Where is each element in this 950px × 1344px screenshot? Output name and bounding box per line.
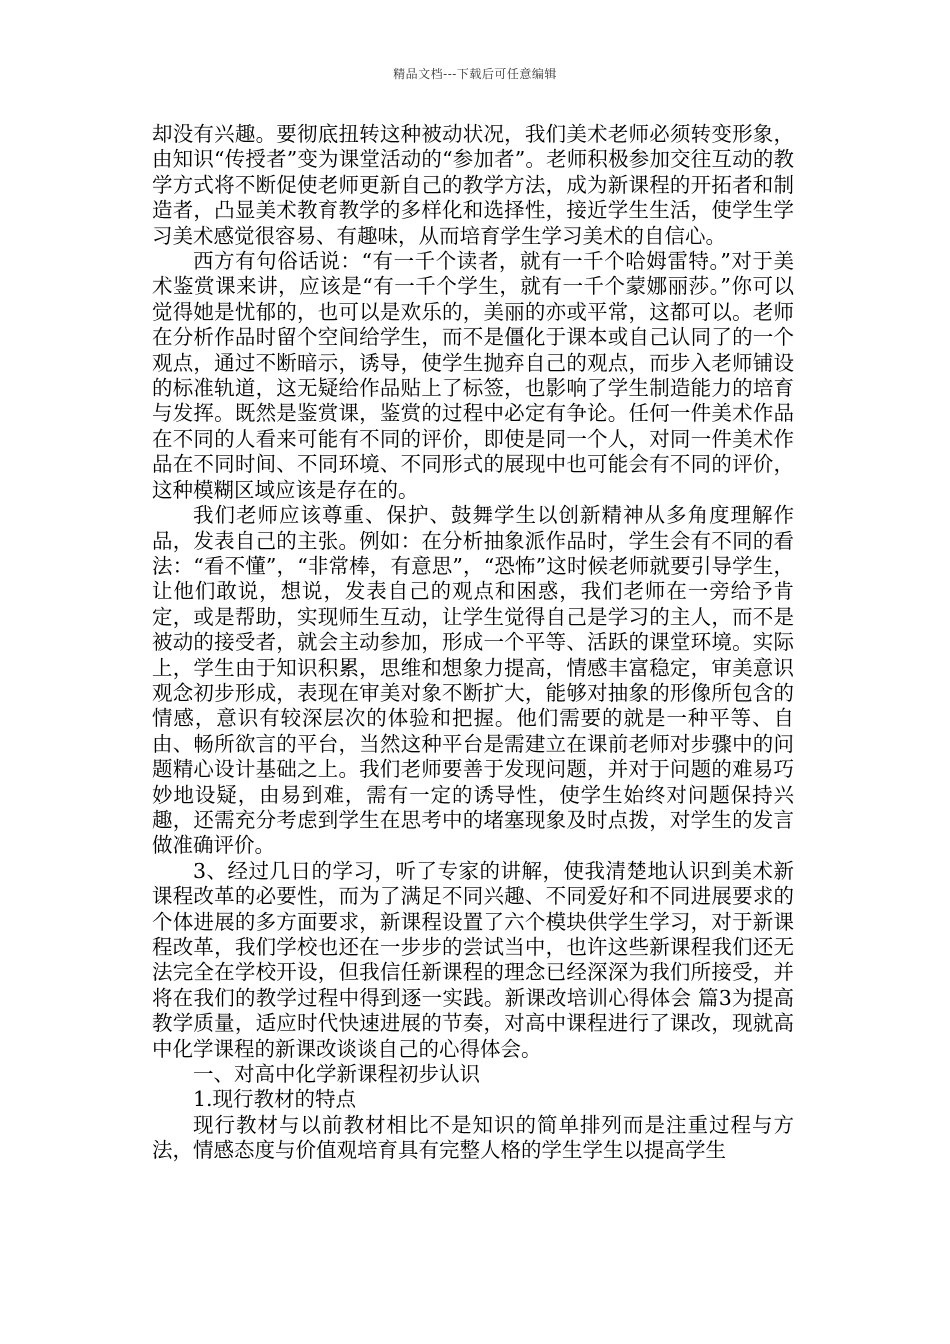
document-body bbox=[152, 122, 794, 1164]
section-heading: 一、对高中化学新课程初步认识 bbox=[193, 1062, 480, 1087]
paragraph-5: 现行教材与以前教材相比不是知识的简单排列而是注重过程与方法，情感态度与价值观培育具有完整人格的学生学生以提高学生 bbox=[152, 1112, 794, 1163]
page-header: 精品文档---下载后可任意编辑 bbox=[393, 67, 557, 81]
paragraph-3: 我们老师应该尊重、保护、鼓舞学生以创新精神从多角度理解作品，发表自己的主张。例如：在分析抽象派作品时，学生会有不同的看法：“看不懂”，“非常棒，有意思”，“恐怖”这时候老师就要引导学生，让他们敢说，想说，发表自己的观点和困惑，我们老师在一旁给予肯定，或是帮助，实现师生互动，让学生觉得自己是学习的主人，而不是被动的接受者，就会主动参加，形成一个平等、活跃的课堂环境。实际上，学生由于知识积累，思维和想象力提高，情感丰富稳定，审美意识观念初步形成，表现在审美对象不断扩大，能够对抽象的形像所包含的情感，意识有较深层次的体验和把握。他们需要的就是一种平等、自由、畅所欲言的平台，当然这种平台是需建立在课前老师对步骤中的问题精心设计基础之上。我们老师要善于发现问题，并对于问题的难易巧妙地设疑，由易到难，需有一定的诱导性，使学生始终对问题保持兴趣，还需充分考虑到学生在思考中的堵塞现象及时点拨，对学生的发言做准确评价。 bbox=[152, 503, 794, 858]
paragraph-2: 西方有句俗话说：“有一千个读者，就有一千个哈姆雷特。”对于美术鉴赏课来讲，应该是“有一千个学生，就有一千个蒙娜丽莎。”你可以觉得她是忧郁的，也可以是欢乐的，美丽的亦或平常，这都可以。老师在分析作品时留个空间给学生，而不是僵化于课本或自己认同了的一个观点，通过不断暗示，诱导，使学生抛弃自己的观点，而步入老师铺设的标准轨道，这无疑给作品贴上了标签，也影响了学生制造能力的培育与发挥。既然是鉴赏课，鉴赏的过程中必定有争论。任何一件美术作品在不同的人看来可能有不同的评价，即使是同一个人，对同一件美术作品在不同时间、不同环境、不同形式的展现中也可能会有不同的评价，这种模糊区域应该是存在的。 bbox=[152, 249, 794, 502]
subsection-heading: 1.现行教材的特点 bbox=[193, 1087, 357, 1112]
paragraph-1: 却没有兴趣。要彻底扭转这种被动状况，我们美术老师必须转变形象，由知识“传授者”变为课堂活动的“参加者”。老师积极参加交往互动的教学方式将不断促使老师更新自己的教学方法，成为新课程的开拓者和制造者，凸显美术教育教学的多样化和选择性，接近学生生活，使学生学习美术感觉很容易、有趣味，从而培育学生学习美术的自信心。 bbox=[152, 122, 794, 248]
paragraph-4: 3、经过几日的学习，听了专家的讲解，使我清楚地认识到美术新课程改革的必要性，而为了满足不同兴趣、不同爱好和不同进展要求的个体进展的多方面要求，新课程设置了六个模块供学生学习，对于新课程改革，我们学校也还在一步步的尝试当中，也许这些新课程我们还无法完全在学校开设，但我信任新课程的理念已经深深为我们所接受，并将在我们的教学过程中得到逐一实践。新课改培训心得体会 篇3为提高教学质量，适应时代快速进展的节奏，对高中课程进行了课改，现就高中化学课程的新课改谈谈自己的心得体会。 bbox=[152, 858, 794, 1061]
